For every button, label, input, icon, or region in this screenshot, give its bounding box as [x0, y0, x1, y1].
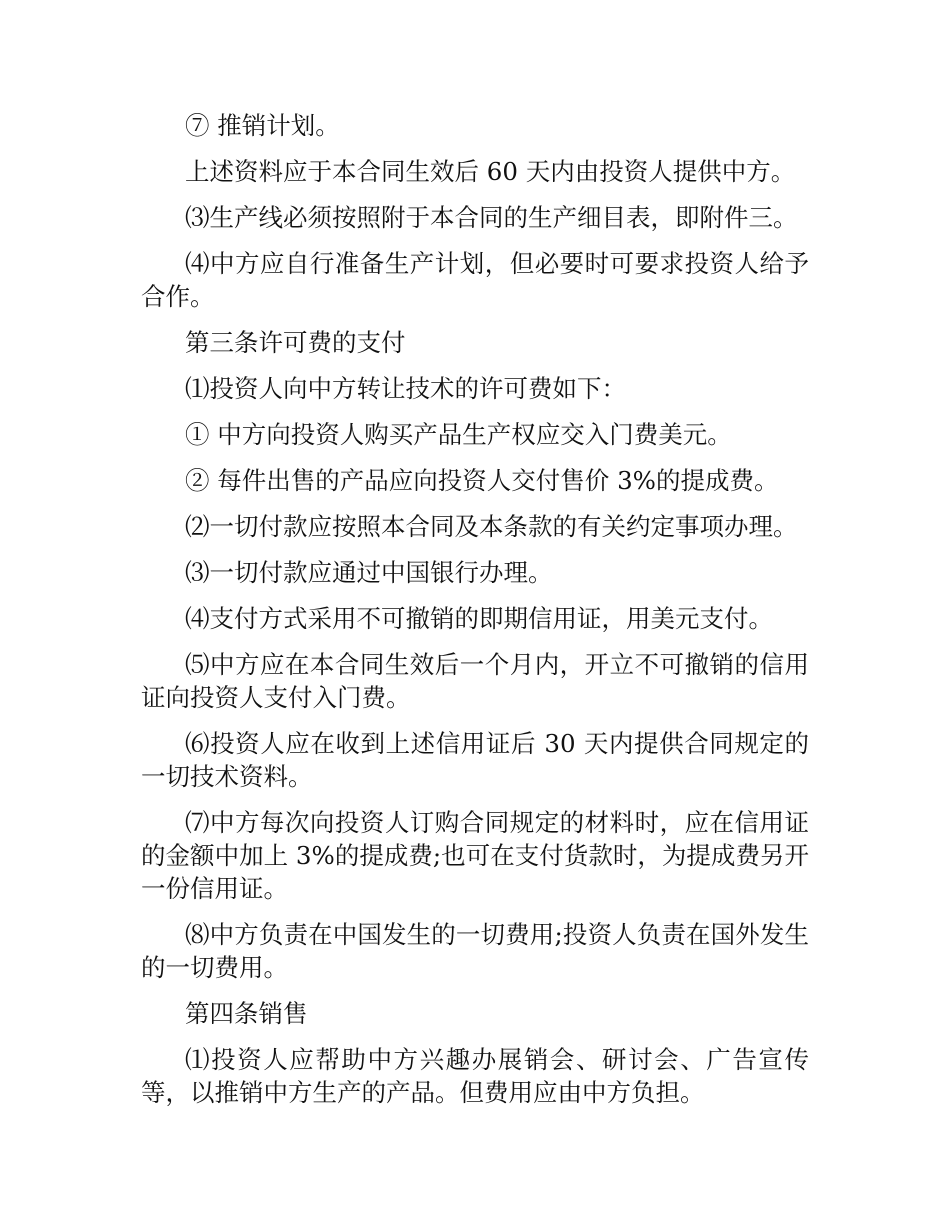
- paragraph-technical-data: ⑹投资人应在收到上述信用证后 30 天内提供合同规定的一切技术资料。: [141, 729, 809, 791]
- paragraph-production-plan: ⑷中方应自行准备生产计划，但必要时可要求投资人给予合作。: [141, 249, 809, 311]
- paragraph-license-fee: ⑴投资人向中方转让技术的许可费如下：: [185, 374, 626, 403]
- paragraph-entry-fee: ① 中方向投资人购买产品生产权应交入门费美元。: [185, 420, 732, 449]
- section-heading-article-3: 第三条许可费的支付: [185, 328, 406, 357]
- paragraph-promotion-plan: ⑦ 推销计划。: [185, 111, 340, 140]
- paragraph-letter-of-credit: ⑷支付方式采用不可撤销的即期信用证，用美元支付。: [185, 604, 773, 633]
- paragraph-production-line: ⑶生产线必须按照附于本合同的生产细目表，即附件三。: [185, 203, 798, 232]
- paragraph-royalty: ② 每件出售的产品应向投资人交付售价 3%的提成费。: [185, 466, 779, 495]
- document-page: [141, 109, 809, 1122]
- paragraph-costs: ⑻中方负责在中国发生的一切费用;投资人负责在国外发生的一切费用。: [141, 920, 809, 982]
- paragraph-lc-opening: ⑸中方应在本合同生效后一个月内，开立不可撤销的信用证向投资人支付入门费。: [141, 650, 809, 712]
- paragraph-material-orders: ⑺中方每次向投资人订购合同规定的材料时，应在信用证的金额中加上 3%的提成费;也可在支付货款时，为提成费另开一份信用证。: [141, 808, 809, 903]
- paragraph-bank: ⑶一切付款应通过中国银行办理。: [185, 558, 553, 587]
- paragraph-sales-promotion: ⑴投资人应帮助中方兴趣办展销会、研讨会、广告宣传等，以推销中方生产的产品。但费用应由中方负担。: [141, 1045, 809, 1107]
- section-heading-article-4: 第四条销售: [185, 999, 308, 1028]
- paragraph-payment-terms: ⑵一切付款应按照本合同及本条款的有关约定事项办理。: [185, 512, 798, 541]
- paragraph-materials-deadline: 上述资料应于本合同生效后 60 天内由投资人提供中方。: [185, 157, 796, 186]
